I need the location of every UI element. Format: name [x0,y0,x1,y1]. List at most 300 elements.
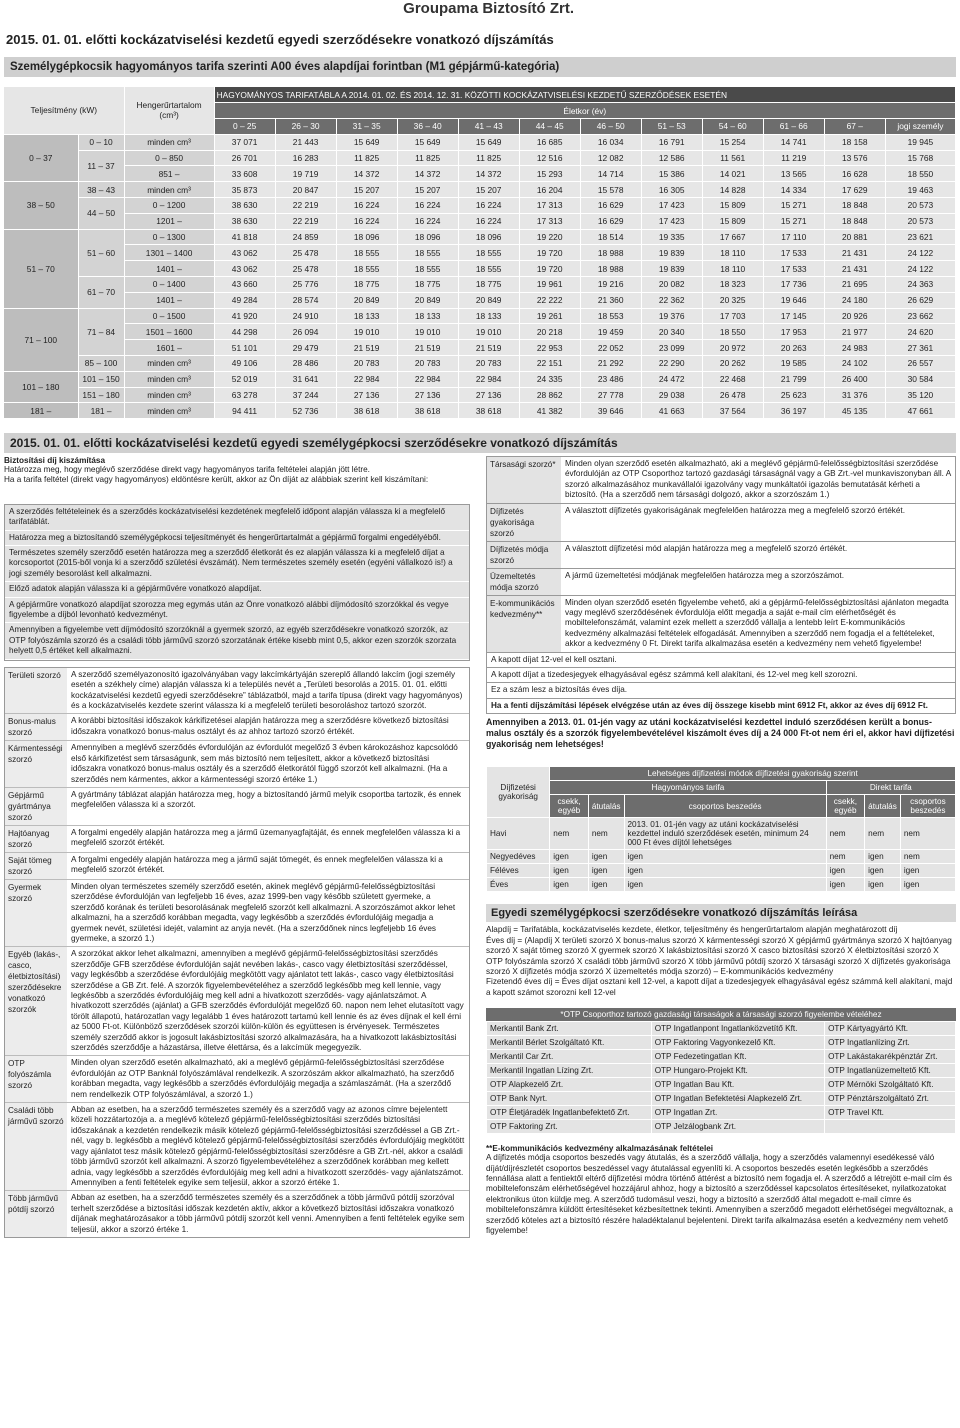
premium-cell: 37 564 [702,403,763,419]
premium-cell: 14 741 [763,134,824,150]
tariff-row [4,403,956,419]
premium-cell: 22 984 [336,371,397,387]
multiplier-row [5,713,469,740]
premium-cell: 18 096 [397,229,458,245]
multiplier-label: Gépjármű gyártmánya szorzó [5,788,67,825]
premium-cell: 49 106 [214,356,275,372]
premium-cell: 16 685 [519,134,580,150]
premium-cell: 17 703 [702,308,763,324]
premium-cell: 15 207 [458,182,519,198]
premium-cell: 18 514 [580,229,641,245]
premium-cell: 15 207 [397,182,458,198]
premium-cell: 20 783 [336,356,397,372]
premium-cell: 17 533 [763,261,824,277]
power-subgroup: 11 – 37 [78,150,124,182]
premium-cell: 20 573 [885,213,955,229]
premium-cell: 18 550 [702,324,763,340]
tariff-row [4,198,956,214]
freq-cell: igen [588,878,624,892]
premium-cell: 17 667 [702,229,763,245]
multiplier-row [5,668,469,714]
premium-cell: 26 094 [275,324,336,340]
premium-cell: 15 271 [763,198,824,214]
tariff-row [4,387,956,403]
premium-cell: 20 218 [519,324,580,340]
premium-cell: 18 158 [824,134,885,150]
premium-cell: 18 555 [397,261,458,277]
premium-cell: 18 555 [458,261,519,277]
rounding-line: Ez a szám lesz a biztosítás éves díja. [486,682,956,697]
premium-cell: 21 977 [824,324,885,340]
age-header: Életkor (év) [214,103,955,119]
otp-company: OTP Fedezetingatlan Kft. [651,1050,824,1064]
tariff-row [4,182,956,198]
premium-cell: 24 102 [824,356,885,372]
freq-subheader: átutalás [588,795,624,818]
premium-cell: 21 443 [275,134,336,150]
multiplier-text: Amennyiben a meglévő szerződés évfordulóján az évfordulót megelőző 3 évben károkozáshoz kapcsolódó első kárkifizetést sem társaságunk, sem más biztosító nem teljesített, akkor a következő biztosítási időszakra vonatkozó bonus-malus osztály és a szerződő életkorától függő szorzót kell alkalmazni. (Ha a szerződés nem kármentes, akkor a kármentességi szorzó értéke 1.) [71,743,458,784]
premium-cell: 21 431 [824,261,885,277]
age-col-header: 0 – 25 [214,119,275,135]
multiplier-text: A forgalmi engedély alapján határozza meg a jármű saját tömegét, és ennek megfelelően válassza ki a megfelelő szorzót értékét. [71,854,443,875]
premium-cell: 19 839 [641,261,702,277]
otp-company: OTP Kártyagyártó Kft. [825,1022,956,1036]
freq-name: Éves [487,878,550,892]
premium-cell: 12 516 [519,150,580,166]
cc-cell: minden cm³ [124,134,214,150]
cc-cell: 1401 – [124,261,214,277]
premium-cell: 37 244 [275,387,336,403]
multiplier-row [5,740,469,787]
premium-cell: 21 519 [397,340,458,356]
multiplier-text: Abban az esetben, ha a szerződő természetes személy és a szerződő vagy az azonos címre bejelentett közeli hozzátartozója a. a meglévő kötelező gépjármű-felelősségbiztosítási szerződés biztosítási időszakának a kezdetén rendelkezik másik kötelező gépjármű-felelősségbiztosítási szerződéssel a GB Zrt.-nél, vagy b. legkésőbb a meglévő kötelező gépjármű-felelősségbiztosítási szerződés évfordulójáig megkötött vagy ajánlatot tesz másik kötelező gépjármű-felelősségbiztosítási szerződésre a GB Zrt.-nél, akkor a családi több járművű szorzót kell alkalmazni. A szorzó figyelembevételéhez a szerződőnek korábban meg kellett adnia, vagy legkésőbb a szerződés évfordulójáig meg kell adni a hivatkozott szerződés- vagy ajánlatszámot. Amennyiben a fenti feltételek egyike sem teljesül, akkor a szorzó értéke 1. [71,1105,465,1187]
premium-cell: 43 660 [214,277,275,293]
multiplier-text: A gyártmány táblázat alapján határozza meg, hogy a biztosítandó jármű melyik csoportba tartozik, és ennek megfelelően válassza ki a szorzót. [71,789,462,810]
otp-row [487,1078,956,1092]
multiplier-label: Egyéb (lakás-, casco, életbiztosítási) szerződésekre vonatkozó szorzók [5,947,67,1055]
premium-cell: 19 646 [763,292,824,308]
premium-cell: 24 122 [885,245,955,261]
premium-cell: 24 983 [824,340,885,356]
premium-cell: 38 630 [214,198,275,214]
freq-cell: igen [826,878,865,892]
premium-cell: 13 565 [763,166,824,182]
premium-cell: 15 809 [702,213,763,229]
premium-cell: 11 219 [763,150,824,166]
premium-cell: 29 038 [641,387,702,403]
multiplier-label: Hajtóanyag szorzó [5,826,67,852]
age-col-header: 46 – 50 [580,119,641,135]
premium-cell: 22 219 [275,213,336,229]
premium-cell: 31 376 [824,387,885,403]
right-multiplier-text: Minden olyan szerződő esetén figyelembe vehető, aki a gépjármű-felelősségbiztosítási ajánlaton megadta vagy meglévő szerződésének évfordulója előtt megadja a saját e-mail cím elérhetőségét és mobiltelefonszámát, valamint ezek mellett a szerződő vállalja a lentebb leírt E-kommunikációs kedvezmény alkalmazási feltételek elfogadását. Amennyiben a szerződő nem fogadja el a feltételeket, akkor a kedvezmény 0 Ft. Direkt tarifa alkalmazása esetén a kedvezmény nem vehető figyelembe! [565,597,949,649]
multiplier-row [5,825,469,852]
power-subgroup: 151 – 180 [78,387,124,403]
subtitle-bar: Személygépkocsik hagyományos tarifa szerinti A00 éves alapdíjai forintban (M1 gépjármű-kategória) [4,57,956,77]
right-multiplier-label: Díjfizetés gyakorisága szorzó [487,504,561,541]
premium-cell: 14 714 [580,166,641,182]
premium-cell: 27 136 [458,387,519,403]
premium-cell: 13 576 [824,150,885,166]
premium-cell: 51 101 [214,340,275,356]
tariff-row [4,371,956,387]
premium-cell: 17 423 [641,213,702,229]
calc-p2: Ha a tarifa feltétel (direkt vagy hagyományos) eldöntésre került, akkor az Ön díját az alábbiak szerint kell kiszámítani: [4,475,429,485]
age-col-header: 41 – 43 [458,119,519,135]
premium-cell: 19 261 [519,308,580,324]
premium-cell: 17 145 [763,308,824,324]
premium-cell: 28 862 [519,387,580,403]
cc-cell: minden cm³ [124,387,214,403]
premium-cell: 11 825 [336,150,397,166]
premium-cell: 14 021 [702,166,763,182]
otp-row [487,1036,956,1050]
freq-cell: igen [624,878,826,892]
premium-cell: 18 133 [458,308,519,324]
age-col-header: jogi személy [885,119,955,135]
right-multiplier-row [486,568,956,595]
age-col-header: 51 – 53 [641,119,702,135]
tariff-row [4,324,956,340]
power-subgroup: 51 – 60 [78,229,124,276]
freq-cell: igen [624,864,826,878]
calc-p1: Határozza meg, hogy meglévő szerződése direkt vagy hagyományos tarifa feltételei alapján jött létre. [4,465,370,474]
premium-cell: 22 984 [397,371,458,387]
premium-cell: 22 953 [519,340,580,356]
left-column [4,456,470,1238]
premium-cell: 15 207 [336,182,397,198]
premium-cell: 29 479 [275,340,336,356]
premium-cell: 18 133 [336,308,397,324]
power-group: 38 – 50 [4,182,78,229]
otp-company: OTP Faktoring Vagyonkezelő Kft. [651,1036,824,1050]
premium-cell: 17 533 [763,245,824,261]
calc-step: Amennyiben a figyelembe vett díjmódosító szorzóknál a gyermek szorzó, az egyéb szerződésekre vonatkozó szorzók, az OTP folyószámla szorzó és a családi több járművű szorzó szorzatának értéke kisebb mint 0,5, akkor ezen szorzók szorzata helyett 0,5 értéket kell alkalmazni. [5,623,469,659]
multiplier-text: A forgalmi engedély alapján határozza meg a jármű üzemanyagfajtáját, és ennek megfelelően válassza ki a megfelelő szorzót értékét. [71,827,461,848]
multiplier-label: Saját tömeg szorzó [5,853,67,879]
right-multiplier-text: A választott díjfizetési mód alapján határozza meg a megfelelő szorzó értékét. [565,543,848,553]
premium-cell: 18 096 [458,229,519,245]
premium-cell: 15 649 [336,134,397,150]
tariff-row [4,277,956,293]
otp-company: OTP Jelzálogbank Zrt. [651,1120,824,1134]
cc-cell: 1601 – [124,340,214,356]
cc-cell: minden cm³ [124,371,214,387]
freq-title: Lehetséges díjfizetési módok díjfizetési gyakoriság szerint [550,767,956,781]
cc-cell: 1301 – 1400 [124,245,214,261]
premium-cell: 15 649 [458,134,519,150]
premium-cell: 19 010 [458,324,519,340]
cc-cell: 0 – 1400 [124,277,214,293]
premium-cell: 23 099 [641,340,702,356]
premium-cell: 24 180 [824,292,885,308]
premium-cell: 49 284 [214,292,275,308]
main-title: 2015. 01. 01. előtti kockázatviselési kezdetű egyedi szerződésekre vonatkozó díjszámítás [6,32,554,47]
company-name: Groupama Biztosító Zrt. [403,0,574,17]
power-subgroup: 44 – 50 [78,198,124,230]
age-col-header: 36 – 40 [397,119,458,135]
premium-cell: 15 649 [397,134,458,150]
cc-cell: minden cm³ [124,356,214,372]
premium-cell: 18 988 [580,261,641,277]
premium-cell: 20 849 [397,292,458,308]
premium-cell: 18 775 [336,277,397,293]
power-group: 181 – [4,403,78,419]
otp-title: *OTP Csoporthoz tartozó gazdasági társaságok a társasági szorzó figyelembe vételéhez [486,1008,956,1021]
premium-cell: 38 630 [214,213,275,229]
power-subgroup: 71 – 84 [78,308,124,355]
premium-cell: 27 136 [397,387,458,403]
premium-cell: 17 423 [641,198,702,214]
otp-company: OTP Alapkezelő Zrt. [487,1078,652,1092]
multiplier-text: A szerződő személyazonosító igazolványában vagy lakcímkártyáján szereplő állandó lakcím (jogi személy esetén a székhely címe) alapján válassza ki a település nevét a „Területi besorolás a 2015. 01. 01. előtti kockázatviselési kezdetű egyedi szerződésekre” táblázatból, majd a tarifa típusa (direkt vagy hagyományos) és a kockázatviselés kezdete szerint válassza ki a megfelelő területi besoroláshoz tartozó szorzót. [71,669,463,710]
premium-cell: 26 400 [824,371,885,387]
premium-cell: 28 486 [275,356,336,372]
premium-cell: 21 360 [580,292,641,308]
premium-cell: 16 224 [336,213,397,229]
premium-cell: 14 372 [336,166,397,182]
premium-cell: 38 618 [397,403,458,419]
right-multiplier-label: Üzemeltetés módja szorzó [487,569,561,595]
premium-cell: 21 431 [824,245,885,261]
premium-cell: 16 204 [519,182,580,198]
freq-cell: igen [865,864,901,878]
premium-cell: 38 618 [458,403,519,419]
premium-cell: 18 555 [336,261,397,277]
age-col-header: 61 – 66 [763,119,824,135]
power-subgroup: 181 – [78,403,124,419]
freq-cell: igen [588,850,624,864]
premium-cell: 22 219 [275,198,336,214]
premium-cell: 52 019 [214,371,275,387]
premium-cell: 20 849 [458,292,519,308]
freq-cell: igen [865,878,901,892]
multiplier-label: Családi több járművű szorzó [5,1103,67,1190]
right-multiplier-label: E-kommunikációs kedvezmény** [487,596,561,652]
premium-cell: 20 926 [824,308,885,324]
formula-title: Egyedi személygépkocsi szerződésekre vonatkozó díjszámítás leírása [486,904,956,922]
premium-cell: 19 216 [580,277,641,293]
premium-cell: 16 224 [458,198,519,214]
premium-cell: 19 335 [641,229,702,245]
premium-cell: 21 799 [763,371,824,387]
premium-cell: 26 557 [885,356,955,372]
premium-cell: 18 775 [397,277,458,293]
premium-cell: 25 623 [763,387,824,403]
premium-cell: 27 778 [580,387,641,403]
premium-cell: 52 736 [275,403,336,419]
premium-cell: 25 478 [275,245,336,261]
multiplier-label: Területi szorzó [5,668,67,714]
otp-company: OTP Ingatlanüzemeltető Kft. [825,1064,956,1078]
otp-row [487,1092,956,1106]
multiplier-row [5,1102,469,1190]
cc-cell: 1501 – 1600 [124,324,214,340]
premium-cell: 18 323 [702,277,763,293]
payment-frequency-table [486,766,956,892]
premium-cell: 17 629 [824,182,885,198]
premium-cell: 43 062 [214,261,275,277]
premium-cell: 39 646 [580,403,641,419]
otp-company: OTP Ingatlan Bau Kft. [651,1078,824,1092]
freq-subheader: csoportos beszedés [624,795,826,818]
premium-cell: 15 293 [519,166,580,182]
premium-cell: 41 920 [214,308,275,324]
right-multiplier-text: A választott díjfizetés gyakoriságának megfelelően határozza meg a megfelelő szorzó értékét. [565,505,905,515]
premium-cell: 16 628 [824,166,885,182]
premium-cell: 18 553 [580,308,641,324]
premium-cell: 25 478 [275,261,336,277]
premium-cell: 17 736 [763,277,824,293]
otp-row [487,1064,956,1078]
premium-cell: 20 783 [397,356,458,372]
premium-cell: 12 586 [641,150,702,166]
freq-header: Díjfizetési gyakoriság [487,767,550,818]
multiplier-row [5,879,469,946]
premium-cell: 24 335 [519,371,580,387]
premium-cell: 22 151 [519,356,580,372]
premium-cell: 63 278 [214,387,275,403]
premium-cell: 15 386 [641,166,702,182]
multiplier-row [5,946,469,1055]
premium-cell: 18 988 [580,245,641,261]
premium-cell: 25 776 [275,277,336,293]
premium-cell: 19 839 [641,245,702,261]
premium-cell: 20 573 [885,198,955,214]
tariff-row [4,340,956,356]
tariff-row [4,213,956,229]
premium-cell: 20 082 [641,277,702,293]
premium-cell: 20 849 [336,292,397,308]
premium-cell: 22 468 [702,371,763,387]
premium-cell: 18 848 [824,198,885,214]
premium-cell: 45 135 [824,403,885,419]
min-premium-line: Ha a fenti díjszámítási lépések elvégzése után az éves díj összege kisebb mint 6912 Ft, akkor az éves díj 6912 Ft. [486,698,956,714]
otp-company [825,1120,956,1134]
otp-row [487,1022,956,1036]
otp-company: OTP Ingatlanpont Ingatlanközvetítő Kft. [651,1022,824,1036]
calc-step: A szerződés feltételeinek és a szerződés kockázatviselési kezdetének megfelelő időpont alapján válassza ki a megfelelő tarifatáblát. [5,505,469,531]
tariff-title: HAGYOMÁNYOS TARIFATÁBLA A 2014. 01. 02. ÉS 2014. 12. 31. KÖZÖTTI KOCKÁZATVISELÉSI KEZDETŰ SZERZŐDÉSEK ESETÉN [214,87,955,103]
age-col-header: 67 – [824,119,885,135]
power-subgroup: 101 – 150 [78,371,124,387]
calc-title: Biztosítási díj kiszámítása [4,456,106,465]
multiplier-row [5,852,469,879]
freq-cell: nem [865,818,901,850]
right-column [486,456,956,1236]
premium-cell: 22 222 [519,292,580,308]
premium-cell: 41 663 [641,403,702,419]
multiplier-text: Minden olyan természetes személy szerződő esetén, akinek meglévő gépjármű-felelősségbiztosítási szerződése évfordulóján van legfeljebb 16 éves, azaz 1999-ben vagy később született gyermeke, a szerződő korának és területi besorolásának megfelelő szorzót kell alkalmazni. A szorzószámot akkor lehet alkalmazni, ha a szerződő korábban megadta, vagy legkésőbb a szerződés évfordulójáig megadja a gyermek nevét, születési idejét, valamint az anyja nevét. (Ha a szerződőnek nincs legfeljebb 16 éves gyermeke, a szorzó 1.) [71,881,456,943]
premium-cell: 27 136 [336,387,397,403]
premium-cell: 16 034 [580,134,641,150]
premium-cell: 30 584 [885,371,955,387]
premium-cell: 20 881 [824,229,885,245]
cc-cell: 851 – [124,166,214,182]
right-multiplier-label: Társasági szorzó* [487,457,561,503]
freq-cell: igen [550,864,589,878]
freq-name: Negyedéves [487,850,550,864]
otp-company: Merkantil Car Zrt. [487,1050,652,1064]
premium-cell: 20 783 [458,356,519,372]
premium-cell: 19 720 [519,261,580,277]
otp-row [487,1050,956,1064]
otp-row [487,1120,956,1134]
freq-cell: igen [588,864,624,878]
premium-cell: 22 052 [580,340,641,356]
tariff-row [4,229,956,245]
calc-step: Természetes személy szerződő esetén határozza meg a szerződő életkorát és ez alapján válassza ki a megfelelő díjat a korcsoportot (2015-ből vonja ki a szerződő születési évszámát). Nem természetes személy esetén (egyéni vállalkozó is!) a jogi személy besorolást kell alkalmazni. [5,546,469,582]
freq-cell: igen [865,850,901,864]
freq-cell: igen [900,864,955,878]
ekomm-text: A díjfizetés módja csoportos beszedés vagy átutalás, és a szerződő vállalja, hogy a szerződés valamennyi esedékessé váló díját/díjrészletét csoportos beszedéssel vagy átutalással egyenlíti ki. A csoportos beszedés esetén legkésőbb a szerződés fennállása alatt a fentiektől eltérő díjfizetési módra történő áttérést a biztosító nem fogadja el. A szerződő a létrejött e-mail cím és mobiltelefonszám elérhetőségével hozzájárul ahhoz, hogy a biztosító a szerződéssel kapcsolatos értesítéseket, nyilatkozatokat elektronikus úton küldje meg. A szerződő tudomásul veszi, hogy a biztosító a szerződő által megadott e-mail címre és mobiltelefonszámra küldött értesítéseket kézbesítettnek tekinti. Amennyiben a szerződő megadott elérhetőségei megváltoznak, a szerződő köteles azt a biztosító részére haladéktalanul bejelenteni. Direkt tarifa alkalmazása esetén a kedvezmény nem vehető figyelembe! [486,1153,953,1235]
premium-cell: 15 768 [885,150,955,166]
freq-row [487,864,956,878]
premium-cell: 11 561 [702,150,763,166]
otp-company: OTP Mérnöki Szolgáltató Kft. [825,1078,956,1092]
freq-name: Féléves [487,864,550,878]
premium-cell: 21 292 [580,356,641,372]
power-group: 51 – 70 [4,229,78,308]
otp-company: OTP Pénztárszolgáltató Zrt. [825,1092,956,1106]
freq-cell: nem [826,850,865,864]
premium-cell: 15 809 [702,198,763,214]
premium-cell: 44 298 [214,324,275,340]
freq-row [487,878,956,892]
premium-cell: 14 372 [397,166,458,182]
premium-cell: 20 972 [702,340,763,356]
premium-cell: 19 585 [763,356,824,372]
premium-cell: 17 953 [763,324,824,340]
premium-cell: 14 334 [763,182,824,198]
otp-company: OTP Faktoring Zrt. [487,1120,652,1134]
rounding-line: A kapott díjat a tizedesjegyek elhagyásával egész számmá kell alakítani, és 12-vel meg kell szorozni. [486,667,956,682]
premium-cell: 24 472 [641,371,702,387]
otp-company: OTP Travel Kft. [825,1106,956,1120]
premium-cell: 38 618 [336,403,397,419]
multiplier-row [5,787,469,825]
premium-cell: 16 629 [580,198,641,214]
otp-row [487,1106,956,1120]
premium-cell: 20 263 [763,340,824,356]
multiplier-label: Gyermek szorzó [5,880,67,946]
freq-subheader: átutalás [865,795,901,818]
premium-cell: 15 578 [580,182,641,198]
tariff-row [4,356,956,372]
freq-cell: nem [826,818,865,850]
premium-cell: 16 224 [397,198,458,214]
premium-cell: 21 519 [458,340,519,356]
right-multiplier-row [486,541,956,568]
formula-p1: Alapdíj = Tarifatábla, kockázatviselés kezdete, életkor, teljesítmény és hengerűrtartalom alapján meghatározott díj [486,925,898,935]
premium-cell: 47 661 [885,403,955,419]
premium-cell: 17 110 [763,229,824,245]
right-multiplier-text: A jármű üzemeltetési módjának megfelelően határozza meg a szorzószámot. [565,570,844,580]
premium-cell: 19 463 [885,182,955,198]
right-multiplier-row [486,503,956,541]
cc-cell: 0 – 1500 [124,308,214,324]
premium-cell: 24 910 [275,308,336,324]
premium-cell: 26 629 [885,292,955,308]
premium-cell: 15 271 [763,213,824,229]
otp-companies-table [486,1021,956,1134]
multiplier-label: Kármentességi szorzó [5,741,67,787]
premium-cell: 18 775 [458,277,519,293]
premium-cell: 36 197 [763,403,824,419]
otp-company: OTP Lakástakarékpénztár Zrt. [825,1050,956,1064]
premium-cell: 18 110 [702,261,763,277]
rounding-line: A kapott díjat 12-vel el kell osztani. [486,652,956,667]
